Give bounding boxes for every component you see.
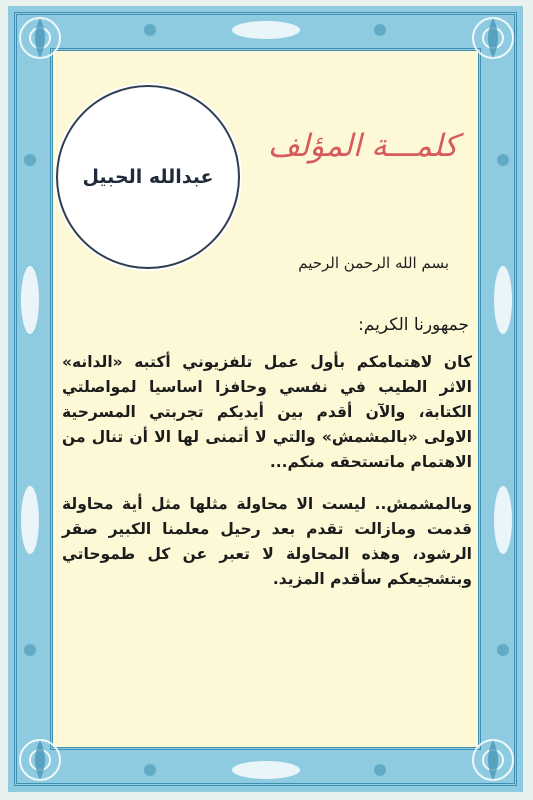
author-badge	[62, 91, 234, 263]
basmala: بسم الله الرحمن الرحيم	[298, 254, 449, 272]
paragraph: وبالمشمش.. ليست الا محاولة مثلها مثل أية محاولة قدمت ومازالت تقدم بعد رحيل معلمنا الكبير صقر الرشود، وهذه المحاولة لا تعبر عن كل طموحاتي وبتشجيعكم سأقدم المزيد.	[62, 495, 472, 588]
author-name: عبدالله الحبيل	[82, 166, 214, 188]
salutation: جمهورنا الكريم:	[358, 315, 469, 335]
page-title: كلمـــة المؤلف	[267, 128, 459, 164]
paragraph: كان لاهتمامكم بأول عمل تلفزيوني أكتبه «الدانه» الاثر الطيب في نفسي وحافزا اساسيا لمواصلتي الكتابة، والآن أقدم بين أيديكم تجربتي المسرحية الاولى «بالمشمش» والتي لا أتمنى لها الا أن تنال من الاهتمام ماتستحقه منكم...	[62, 353, 472, 471]
